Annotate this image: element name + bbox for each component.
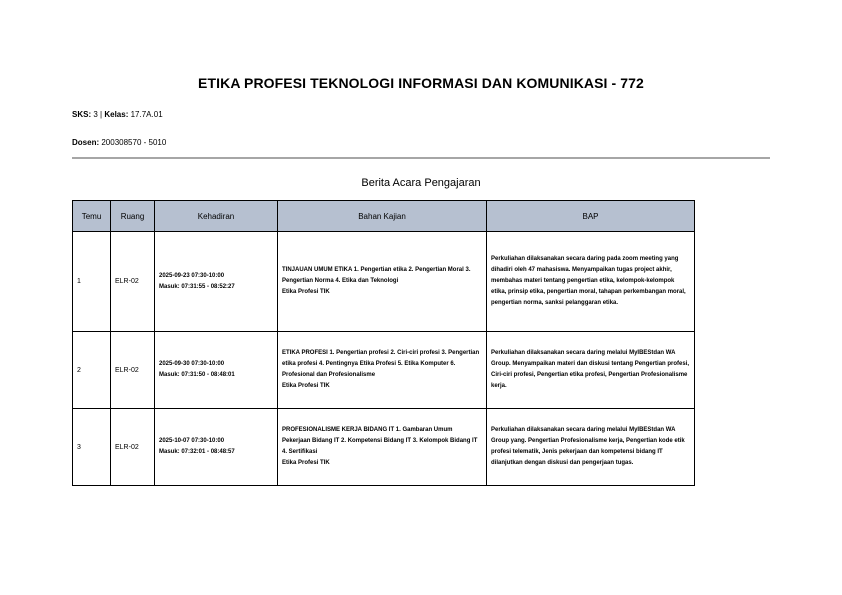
teaching-record-table: [72, 200, 695, 486]
cell-temu: 2: [73, 332, 111, 409]
table-row: [73, 409, 695, 486]
kehadiran-checkin: Masuk: 07:32:01 - 08:48:57: [159, 449, 235, 455]
kehadiran-schedule: 2025-10-07 07:30-10:00: [159, 438, 225, 444]
bahan-course: Etika Profesi TIK: [282, 383, 330, 389]
cell-bap: Perkuliahan dilaksanakan secara daring pada zoom meeting yang dihadiri oleh 47 mahasiswa. Menyampaikan tugas project akhir, membahas materi tentang pengertian etika, kelompok-kelompok etika, prinsip etika, pengertian moral, tahapan perkembangan moral, pengertian norma, sanksi pelanggaran etika.: [487, 232, 695, 332]
kehadiran-checkin: Masuk: 07:31:55 - 08:52:27: [159, 283, 235, 290]
cell-kehadiran: [155, 409, 278, 486]
column-header-bahan-kajian: Bahan Kajian: [278, 201, 487, 232]
info-separator: |: [100, 110, 103, 119]
cell-ruang: ELR-02: [111, 232, 155, 332]
sks-value: 3: [93, 110, 98, 119]
kehadiran-schedule: 2025-09-23 07:30-10:00: [159, 272, 225, 279]
kehadiran-checkin: Masuk: 07:31:50 - 08:48:01: [159, 372, 235, 378]
header-divider: [72, 157, 770, 159]
cell-kehadiran: [155, 332, 278, 409]
sks-label: SKS:: [72, 110, 92, 119]
cell-bap: Perkuliahan dilaksanakan secara daring melalui MyIBEStdan WA Group. Menyampaikan materi dan diskusi tentang Pengertian profesi, Ciri-ciri profesi, Pengertian etika profesi, Pengertian Profesionalisme kerja.: [487, 332, 695, 409]
cell-bap: Perkuliahan dilaksanakan secara daring melalui MyIBEStdan WA Group yang. Pengertian Profesionalisme kerja, Pengertian kode etik profesi telematik, Jenis pekerjaan dan kompetensi bidang IT dilanjutkan dengan diskusi dan pengerjaan tugas.: [487, 409, 695, 486]
table-row: [73, 232, 695, 332]
column-header-temu: Temu: [73, 201, 111, 232]
column-header-kehadiran: Kehadiran: [155, 201, 278, 232]
cell-ruang: ELR-02: [111, 409, 155, 486]
column-header-ruang: Ruang: [111, 201, 155, 232]
cell-temu: 1: [73, 232, 111, 332]
bahan-topic: ETIKA PROFESI 1. Pengertian profesi 2. Ciri-ciri profesi 3. Pengertian etika profesi 4. Pentingnya Etika Profesi 5. Etika Komputer 6. Profesional dan Profesionalisme: [282, 350, 480, 378]
column-header-bap: BAP: [487, 201, 695, 232]
lecturer-info: [72, 138, 166, 147]
table-header-row: [73, 201, 695, 232]
table-row: [73, 332, 695, 409]
course-info: [72, 110, 163, 119]
page-title: ETIKA PROFESI TEKNOLOGI INFORMASI DAN KOMUNIKASI - 772: [198, 75, 644, 91]
kehadiran-schedule: 2025-09-30 07:30-10:00: [159, 361, 225, 367]
cell-bahan-kajian: [278, 332, 487, 409]
bahan-course: Etika Profesi TIK: [282, 289, 330, 295]
dosen-label: Dosen:: [72, 138, 100, 147]
table-title: Berita Acara Pengajaran: [361, 177, 481, 189]
cell-ruang: ELR-02: [111, 332, 155, 409]
kelas-value: 17.7A.01: [130, 110, 163, 119]
bahan-topic: PROFESIONALISME KERJA BIDANG IT 1. Gambaran Umum Pekerjaan Bidang IT 2. Kompetensi Bidang IT 3. Kelompok Bidang IT 4. Sertifikasi: [282, 427, 478, 455]
dosen-value: 200308570 - 5010: [101, 138, 167, 147]
bahan-course: Etika Profesi TIK: [282, 460, 330, 466]
bahan-topic: TINJAUAN UMUM ETIKA 1. Pengertian etika 2. Pengertian Moral 3. Pengertian Norma 4. Etika dan Teknologi: [282, 267, 471, 284]
cell-bahan-kajian: [278, 409, 487, 486]
cell-temu: 3: [73, 409, 111, 486]
cell-kehadiran: [155, 232, 278, 332]
cell-bahan-kajian: [278, 232, 487, 332]
kelas-label: Kelas:: [104, 110, 129, 119]
